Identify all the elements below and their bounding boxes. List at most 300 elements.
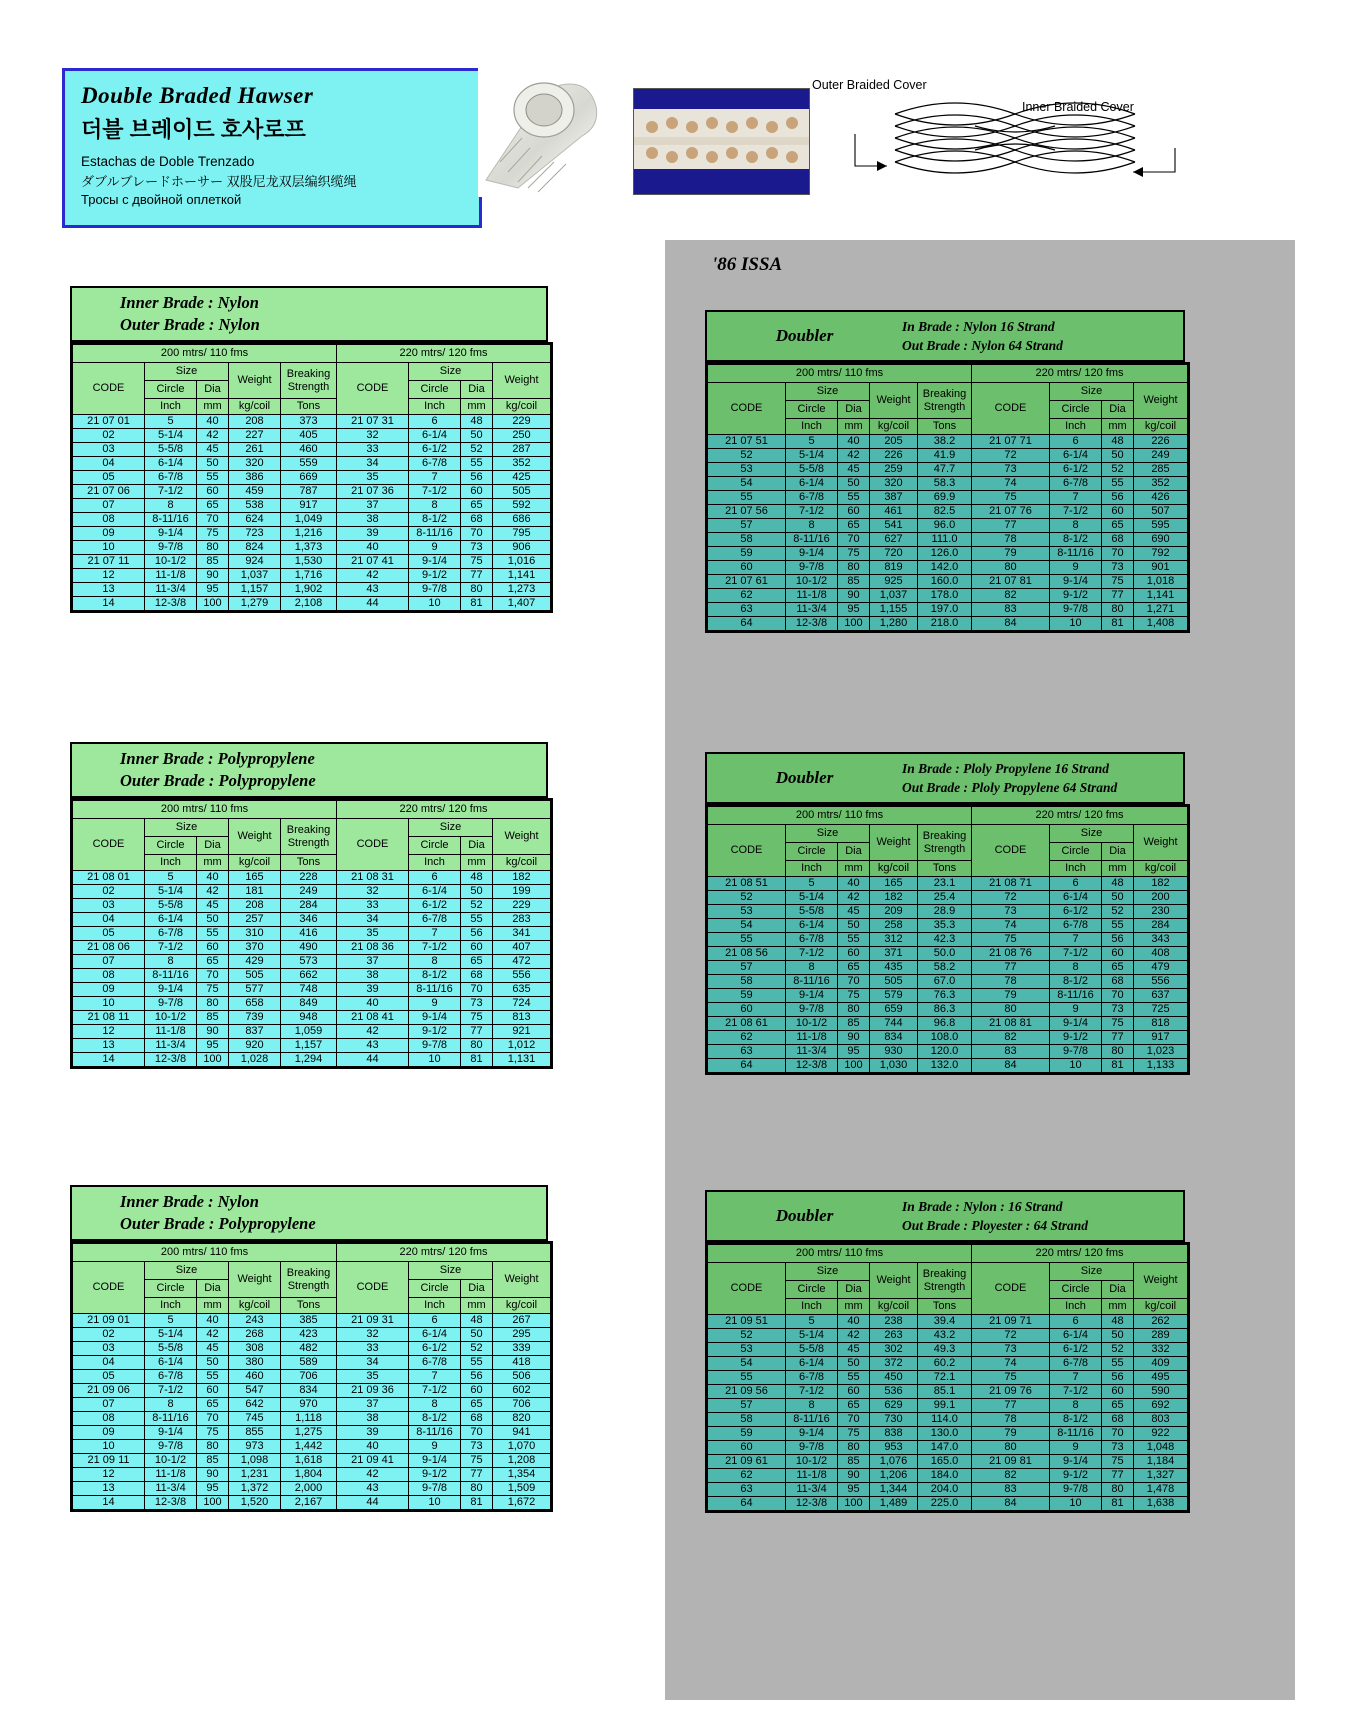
cell-strength-200: 706 <box>281 1370 337 1384</box>
cell-weight-220: 507 <box>1134 505 1188 519</box>
cell-dia-200: 90 <box>197 569 229 583</box>
cell-dia-200: 75 <box>197 527 229 541</box>
cell-strength-200: 1,716 <box>281 569 337 583</box>
cell-dia-220: 56 <box>1102 933 1134 947</box>
cell-circle-200: 7-1/2 <box>786 505 838 519</box>
cell-circle-200: 5-1/4 <box>145 429 197 443</box>
cell-code-220: 78 <box>972 1413 1050 1427</box>
cell-strength-200: 385 <box>281 1314 337 1328</box>
cell-dia-200: 90 <box>838 1469 870 1483</box>
cell-code-220: 33 <box>337 899 409 913</box>
col-circle-unit-220: Inch <box>1050 419 1102 435</box>
cell-code-220: 21 09 41 <box>337 1454 409 1468</box>
cell-code-200: 05 <box>73 1370 145 1384</box>
cell-circle-200: 11-1/8 <box>786 1031 838 1045</box>
cell-dia-220: 60 <box>1102 1385 1134 1399</box>
cell-dia-220: 80 <box>461 1039 493 1053</box>
cell-strength-200: 482 <box>281 1342 337 1356</box>
cell-circle-200: 6-7/8 <box>786 491 838 505</box>
cell-circle-200: 5-5/8 <box>145 1342 197 1356</box>
inner-brade-label: Inner Brade : Nylon <box>120 1192 259 1211</box>
cell-dia-220: 65 <box>1102 961 1134 975</box>
cell-weight-220: 1,184 <box>1134 1455 1188 1469</box>
cell-weight-220: 1,273 <box>493 583 551 597</box>
cell-circle-200: 5-1/4 <box>786 449 838 463</box>
cell-code-200: 08 <box>73 969 145 983</box>
cell-dia-220: 80 <box>461 1482 493 1496</box>
cell-code-220: 82 <box>972 589 1050 603</box>
cell-circle-220: 8-11/16 <box>1050 989 1102 1003</box>
cell-weight-200: 205 <box>870 435 918 449</box>
cell-strength-200: 58.3 <box>918 477 972 491</box>
table-row <box>73 443 551 457</box>
cell-dia-220: 55 <box>1102 1357 1134 1371</box>
cell-weight-200: 1,372 <box>229 1482 281 1496</box>
col-circle-unit-200: Inch <box>786 419 838 435</box>
cell-circle-220: 7 <box>1050 491 1102 505</box>
cell-code-220: 44 <box>337 1496 409 1510</box>
cell-circle-220: 7 <box>409 1370 461 1384</box>
cell-dia-200: 90 <box>197 1025 229 1039</box>
cell-code-220: 82 <box>972 1469 1050 1483</box>
cell-code-200: 03 <box>73 899 145 913</box>
cell-weight-200: 387 <box>870 491 918 505</box>
cell-dia-220: 73 <box>461 997 493 1011</box>
cell-dia-220: 48 <box>461 415 493 429</box>
cell-weight-200: 642 <box>229 1398 281 1412</box>
cell-circle-220: 6-1/2 <box>1050 1343 1102 1357</box>
title-japanese-chinese: ダブルブレードホーサー 双股尼龙双层编织缆绳 <box>81 174 357 189</box>
cell-dia-200: 40 <box>838 1315 870 1329</box>
cell-code-200: 21 09 11 <box>73 1454 145 1468</box>
table-row <box>73 941 551 955</box>
cell-weight-220: 706 <box>493 1398 551 1412</box>
cell-code-200: 13 <box>73 1039 145 1053</box>
col-tons-200: Tons <box>281 399 337 415</box>
spec-table-wrap-right <box>705 362 1190 633</box>
col-circle-unit-200: Inch <box>145 855 197 871</box>
table-row <box>708 989 1188 1003</box>
cell-circle-200: 9-1/4 <box>145 1426 197 1440</box>
cell-circle-200: 5 <box>145 871 197 885</box>
table-row <box>708 1003 1188 1017</box>
cell-weight-220: 795 <box>493 527 551 541</box>
cell-dia-200: 65 <box>197 499 229 513</box>
cell-circle-220: 9-7/8 <box>1050 1483 1102 1497</box>
cell-circle-220: 6-1/4 <box>409 429 461 443</box>
cell-code-220: 21 07 36 <box>337 485 409 499</box>
cell-circle-220: 8-1/2 <box>1050 533 1102 547</box>
cell-code-220: 40 <box>337 1440 409 1454</box>
cell-weight-220: 637 <box>1134 989 1188 1003</box>
cell-weight-220: 917 <box>1134 1031 1188 1045</box>
cell-dia-220: 80 <box>1102 603 1134 617</box>
cell-weight-220: 249 <box>1134 449 1188 463</box>
span-220-label: 220 mtrs/ 120 fms <box>337 1244 551 1262</box>
cell-weight-200: 505 <box>229 969 281 983</box>
out-brade-label: Out Brade : Nylon 64 Strand <box>902 338 1063 353</box>
cell-code-200: 02 <box>73 1328 145 1342</box>
cell-strength-200: 849 <box>281 997 337 1011</box>
spec-table-wrap-right <box>705 804 1190 1075</box>
cell-dia-200: 100 <box>838 1497 870 1511</box>
cell-circle-220: 9-1/2 <box>409 1468 461 1482</box>
cell-strength-200: 130.0 <box>918 1427 972 1441</box>
cell-circle-200: 12-3/8 <box>786 1059 838 1073</box>
cell-code-200: 13 <box>73 1482 145 1496</box>
cell-weight-220: 229 <box>493 899 551 913</box>
cell-strength-200: 2,167 <box>281 1496 337 1510</box>
cell-weight-200: 1,098 <box>229 1454 281 1468</box>
cell-dia-200: 95 <box>197 1482 229 1496</box>
cell-dia-220: 56 <box>1102 1371 1134 1385</box>
cell-circle-220: 10 <box>409 597 461 611</box>
cell-dia-220: 48 <box>1102 1315 1134 1329</box>
cell-code-200: 09 <box>73 527 145 541</box>
col-circle-200: Circle <box>145 1280 197 1298</box>
cell-strength-200: 160.0 <box>918 575 972 589</box>
cell-dia-200: 50 <box>838 1357 870 1371</box>
cell-circle-220: 7-1/2 <box>1050 505 1102 519</box>
cell-weight-200: 1,489 <box>870 1497 918 1511</box>
cell-weight-220: 813 <box>493 1011 551 1025</box>
cell-weight-200: 182 <box>870 891 918 905</box>
cell-circle-220: 8-11/16 <box>1050 1427 1102 1441</box>
cell-strength-200: 1,157 <box>281 1039 337 1053</box>
table-row <box>73 1468 551 1482</box>
cell-circle-220: 10 <box>409 1496 461 1510</box>
cell-code-200: 63 <box>708 603 786 617</box>
cell-dia-200: 100 <box>838 1059 870 1073</box>
cell-circle-200: 10-1/2 <box>145 555 197 569</box>
cell-code-220: 21 08 81 <box>972 1017 1050 1031</box>
cell-dia-200: 45 <box>197 899 229 913</box>
col-weight-unit-200: kg/coil <box>229 1298 281 1314</box>
cell-weight-220: 409 <box>1134 1357 1188 1371</box>
cell-circle-200: 11-3/4 <box>786 1045 838 1059</box>
table-row <box>708 477 1188 491</box>
cell-weight-220: 479 <box>1134 961 1188 975</box>
table-row <box>708 1497 1188 1511</box>
cell-dia-200: 40 <box>197 415 229 429</box>
cell-dia-220: 65 <box>461 955 493 969</box>
cell-dia-200: 85 <box>838 1017 870 1031</box>
table-row <box>73 983 551 997</box>
table-row <box>73 871 551 885</box>
cell-circle-220: 9 <box>409 541 461 555</box>
cell-circle-220: 6 <box>1050 1315 1102 1329</box>
table-row <box>708 603 1188 617</box>
cell-strength-200: 76.3 <box>918 989 972 1003</box>
cell-dia-200: 85 <box>838 575 870 589</box>
cell-strength-200: 748 <box>281 983 337 997</box>
cell-code-220: 77 <box>972 1399 1050 1413</box>
cell-circle-200: 5-1/4 <box>145 1328 197 1342</box>
cell-weight-200: 834 <box>870 1031 918 1045</box>
cell-circle-220: 7-1/2 <box>409 485 461 499</box>
col-weight-unit-200: kg/coil <box>870 1299 918 1315</box>
col-circle-unit-220: Inch <box>409 399 461 415</box>
table-header-row-1 <box>708 1263 1188 1281</box>
cell-strength-200: 39.4 <box>918 1315 972 1329</box>
table-row <box>73 1412 551 1426</box>
cell-weight-200: 1,155 <box>870 603 918 617</box>
in-brade-label: In Brade : Nylon : 16 Strand <box>902 1199 1063 1214</box>
cell-weight-220: 792 <box>1134 547 1188 561</box>
cell-circle-200: 9-7/8 <box>786 561 838 575</box>
table-block-pp-pp-left <box>70 742 553 1074</box>
table-row <box>73 485 551 499</box>
cell-strength-200: 72.1 <box>918 1371 972 1385</box>
cell-dia-200: 60 <box>838 505 870 519</box>
cell-dia-200: 42 <box>197 429 229 443</box>
cell-circle-220: 8 <box>409 1398 461 1412</box>
cell-circle-200: 6-1/4 <box>786 919 838 933</box>
cell-code-200: 12 <box>73 1025 145 1039</box>
table-row <box>73 997 551 1011</box>
table-header-row-1 <box>73 819 551 837</box>
cell-code-220: 83 <box>972 1483 1050 1497</box>
cell-code-200: 55 <box>708 1371 786 1385</box>
cell-circle-220: 8-11/16 <box>409 983 461 997</box>
cell-weight-200: 658 <box>229 997 281 1011</box>
cell-circle-200: 6-7/8 <box>145 927 197 941</box>
cell-code-200: 62 <box>708 1469 786 1483</box>
cell-weight-200: 460 <box>229 1370 281 1384</box>
col-weight-220: Weight <box>493 819 551 855</box>
cell-strength-200: 559 <box>281 457 337 471</box>
cell-code-200: 13 <box>73 583 145 597</box>
cell-circle-220: 6-7/8 <box>1050 919 1102 933</box>
cell-dia-200: 100 <box>197 1053 229 1067</box>
cell-circle-220: 9-1/4 <box>409 555 461 569</box>
cell-weight-200: 745 <box>229 1412 281 1426</box>
span-220-label: 220 mtrs/ 120 fms <box>972 365 1188 383</box>
col-weight-unit-220: kg/coil <box>493 1298 551 1314</box>
col-dia-unit-200: mm <box>838 1299 870 1315</box>
cell-dia-200: 55 <box>197 471 229 485</box>
col-dia-unit-220: mm <box>1102 419 1134 435</box>
cell-code-200: 12 <box>73 569 145 583</box>
cell-code-220: 77 <box>972 961 1050 975</box>
cell-strength-200: 460 <box>281 443 337 457</box>
cell-weight-220: 635 <box>493 983 551 997</box>
cell-weight-200: 536 <box>870 1385 918 1399</box>
cell-circle-220: 9-1/2 <box>409 569 461 583</box>
col-circle-unit-200: Inch <box>786 1299 838 1315</box>
cell-dia-200: 70 <box>838 1413 870 1427</box>
cell-weight-200: 1,279 <box>229 597 281 611</box>
cell-circle-200: 11-1/8 <box>786 589 838 603</box>
cell-code-200: 21 08 61 <box>708 1017 786 1031</box>
cell-weight-220: 906 <box>493 541 551 555</box>
cell-dia-220: 50 <box>1102 1329 1134 1343</box>
cell-dia-220: 68 <box>461 513 493 527</box>
cell-code-200: 64 <box>708 1059 786 1073</box>
cell-dia-200: 55 <box>838 933 870 947</box>
cell-weight-220: 352 <box>1134 477 1188 491</box>
cell-weight-200: 227 <box>229 429 281 443</box>
cell-circle-200: 8-11/16 <box>145 969 197 983</box>
cell-weight-220: 690 <box>1134 533 1188 547</box>
cell-circle-220: 8 <box>1050 961 1102 975</box>
cell-weight-200: 627 <box>870 533 918 547</box>
cell-weight-200: 837 <box>229 1025 281 1039</box>
cell-dia-200: 70 <box>838 533 870 547</box>
cell-weight-220: 820 <box>493 1412 551 1426</box>
cell-dia-200: 95 <box>197 583 229 597</box>
col-breaking-200: Breaking Strength <box>918 825 972 861</box>
cell-weight-220: 686 <box>493 513 551 527</box>
col-size-200: Size <box>145 1262 229 1280</box>
cell-code-220: 78 <box>972 533 1050 547</box>
cell-weight-220: 1,016 <box>493 555 551 569</box>
cell-weight-220: 407 <box>493 941 551 955</box>
cell-weight-200: 739 <box>229 1011 281 1025</box>
cell-circle-220: 6-1/4 <box>1050 1329 1102 1343</box>
col-weight-200: Weight <box>870 383 918 419</box>
cell-dia-200: 90 <box>838 589 870 603</box>
cell-dia-220: 52 <box>1102 905 1134 919</box>
cell-circle-200: 11-3/4 <box>786 603 838 617</box>
col-weight-unit-220: kg/coil <box>1134 861 1188 877</box>
col-size-220: Size <box>1050 383 1134 401</box>
cell-code-220: 38 <box>337 969 409 983</box>
cell-strength-200: 787 <box>281 485 337 499</box>
table-block-nylon-nylon-right <box>705 310 1190 638</box>
cell-dia-220: 73 <box>1102 1003 1134 1017</box>
cell-circle-200: 6-1/4 <box>145 913 197 927</box>
span-200-label: 200 mtrs/ 110 fms <box>73 345 337 363</box>
cell-dia-220: 55 <box>461 913 493 927</box>
table-row <box>708 1329 1188 1343</box>
table-row <box>73 429 551 443</box>
cell-dia-220: 68 <box>1102 533 1134 547</box>
table-span-header-row <box>73 1244 551 1262</box>
cell-code-200: 04 <box>73 1356 145 1370</box>
cell-dia-220: 81 <box>461 597 493 611</box>
cell-weight-200: 930 <box>870 1045 918 1059</box>
cell-dia-220: 55 <box>461 457 493 471</box>
cell-code-200: 14 <box>73 1053 145 1067</box>
cell-weight-200: 372 <box>870 1357 918 1371</box>
table-header-row-3 <box>73 1298 551 1314</box>
cell-code-200: 58 <box>708 1413 786 1427</box>
cell-weight-200: 370 <box>229 941 281 955</box>
cell-circle-200: 11-1/8 <box>145 569 197 583</box>
cell-code-200: 02 <box>73 885 145 899</box>
cell-circle-200: 8-11/16 <box>786 975 838 989</box>
cell-dia-220: 65 <box>461 499 493 513</box>
cell-weight-200: 1,520 <box>229 1496 281 1510</box>
cell-code-220: 78 <box>972 975 1050 989</box>
table-row <box>708 933 1188 947</box>
cell-code-200: 10 <box>73 997 145 1011</box>
cell-circle-200: 9-1/4 <box>786 1427 838 1441</box>
cell-dia-200: 80 <box>838 1003 870 1017</box>
title-korean: 더블 브레이드 호사로프 <box>81 117 306 142</box>
cell-dia-220: 52 <box>1102 1343 1134 1357</box>
table-header-row-1 <box>708 825 1188 843</box>
cell-dia-200: 75 <box>197 983 229 997</box>
cell-circle-200: 7-1/2 <box>145 941 197 955</box>
cell-weight-220: 1,478 <box>1134 1483 1188 1497</box>
col-dia-220: Dia <box>1102 1281 1134 1299</box>
cell-circle-200: 9-7/8 <box>145 997 197 1011</box>
col-weight-unit-200: kg/coil <box>229 855 281 871</box>
cell-circle-220: 9 <box>1050 561 1102 575</box>
col-dia-unit-220: mm <box>1102 1299 1134 1315</box>
cell-circle-220: 8-1/2 <box>409 1412 461 1426</box>
col-weight-200: Weight <box>229 1262 281 1298</box>
cell-circle-200: 5-5/8 <box>145 899 197 913</box>
cell-circle-200: 11-3/4 <box>786 1483 838 1497</box>
col-weight-220: Weight <box>1134 825 1188 861</box>
cell-weight-200: 243 <box>229 1314 281 1328</box>
table-row <box>73 1314 551 1328</box>
table-row <box>708 463 1188 477</box>
table-row <box>708 575 1188 589</box>
cell-code-220: 21 09 36 <box>337 1384 409 1398</box>
cell-circle-200: 7-1/2 <box>145 485 197 499</box>
cell-circle-220: 9-7/8 <box>409 583 461 597</box>
cell-code-200: 60 <box>708 561 786 575</box>
cell-circle-220: 6-7/8 <box>409 457 461 471</box>
cell-code-220: 34 <box>337 457 409 471</box>
cell-code-220: 73 <box>972 463 1050 477</box>
cell-weight-200: 1,028 <box>229 1053 281 1067</box>
cell-code-200: 10 <box>73 541 145 555</box>
cell-dia-220: 68 <box>1102 975 1134 989</box>
cell-weight-220: 1,070 <box>493 1440 551 1454</box>
col-size-200: Size <box>786 825 870 843</box>
cell-weight-200: 261 <box>229 443 281 457</box>
cell-code-200: 21 07 01 <box>73 415 145 429</box>
cell-strength-200: 1,118 <box>281 1412 337 1426</box>
cell-strength-200: 60.2 <box>918 1357 972 1371</box>
cell-weight-220: 1,131 <box>493 1053 551 1067</box>
col-weight-unit-220: kg/coil <box>1134 1299 1188 1315</box>
cell-weight-200: 629 <box>870 1399 918 1413</box>
cell-weight-200: 838 <box>870 1427 918 1441</box>
cell-code-220: 21 07 81 <box>972 575 1050 589</box>
cell-circle-200: 11-3/4 <box>145 1039 197 1053</box>
table-header-row-1 <box>708 383 1188 401</box>
table-row <box>708 1483 1188 1497</box>
cell-weight-220: 595 <box>1134 519 1188 533</box>
cell-circle-200: 5 <box>145 415 197 429</box>
cell-dia-200: 40 <box>197 1314 229 1328</box>
cell-dia-220: 77 <box>1102 1031 1134 1045</box>
cell-weight-220: 556 <box>1134 975 1188 989</box>
cell-code-200: 64 <box>708 617 786 631</box>
cell-circle-200: 8-11/16 <box>145 513 197 527</box>
cell-circle-220: 7 <box>1050 933 1102 947</box>
cell-circle-220: 8 <box>409 499 461 513</box>
cell-weight-220: 803 <box>1134 1413 1188 1427</box>
cell-dia-200: 70 <box>197 513 229 527</box>
cell-weight-220: 250 <box>493 429 551 443</box>
cell-strength-200: 96.8 <box>918 1017 972 1031</box>
table-row <box>708 1315 1188 1329</box>
cell-circle-200: 5 <box>786 877 838 891</box>
cell-code-220: 34 <box>337 913 409 927</box>
cell-dia-220: 65 <box>1102 1399 1134 1413</box>
cell-circle-200: 6-7/8 <box>786 933 838 947</box>
cell-weight-200: 1,076 <box>870 1455 918 1469</box>
cell-dia-220: 75 <box>461 555 493 569</box>
cell-strength-200: 204.0 <box>918 1483 972 1497</box>
